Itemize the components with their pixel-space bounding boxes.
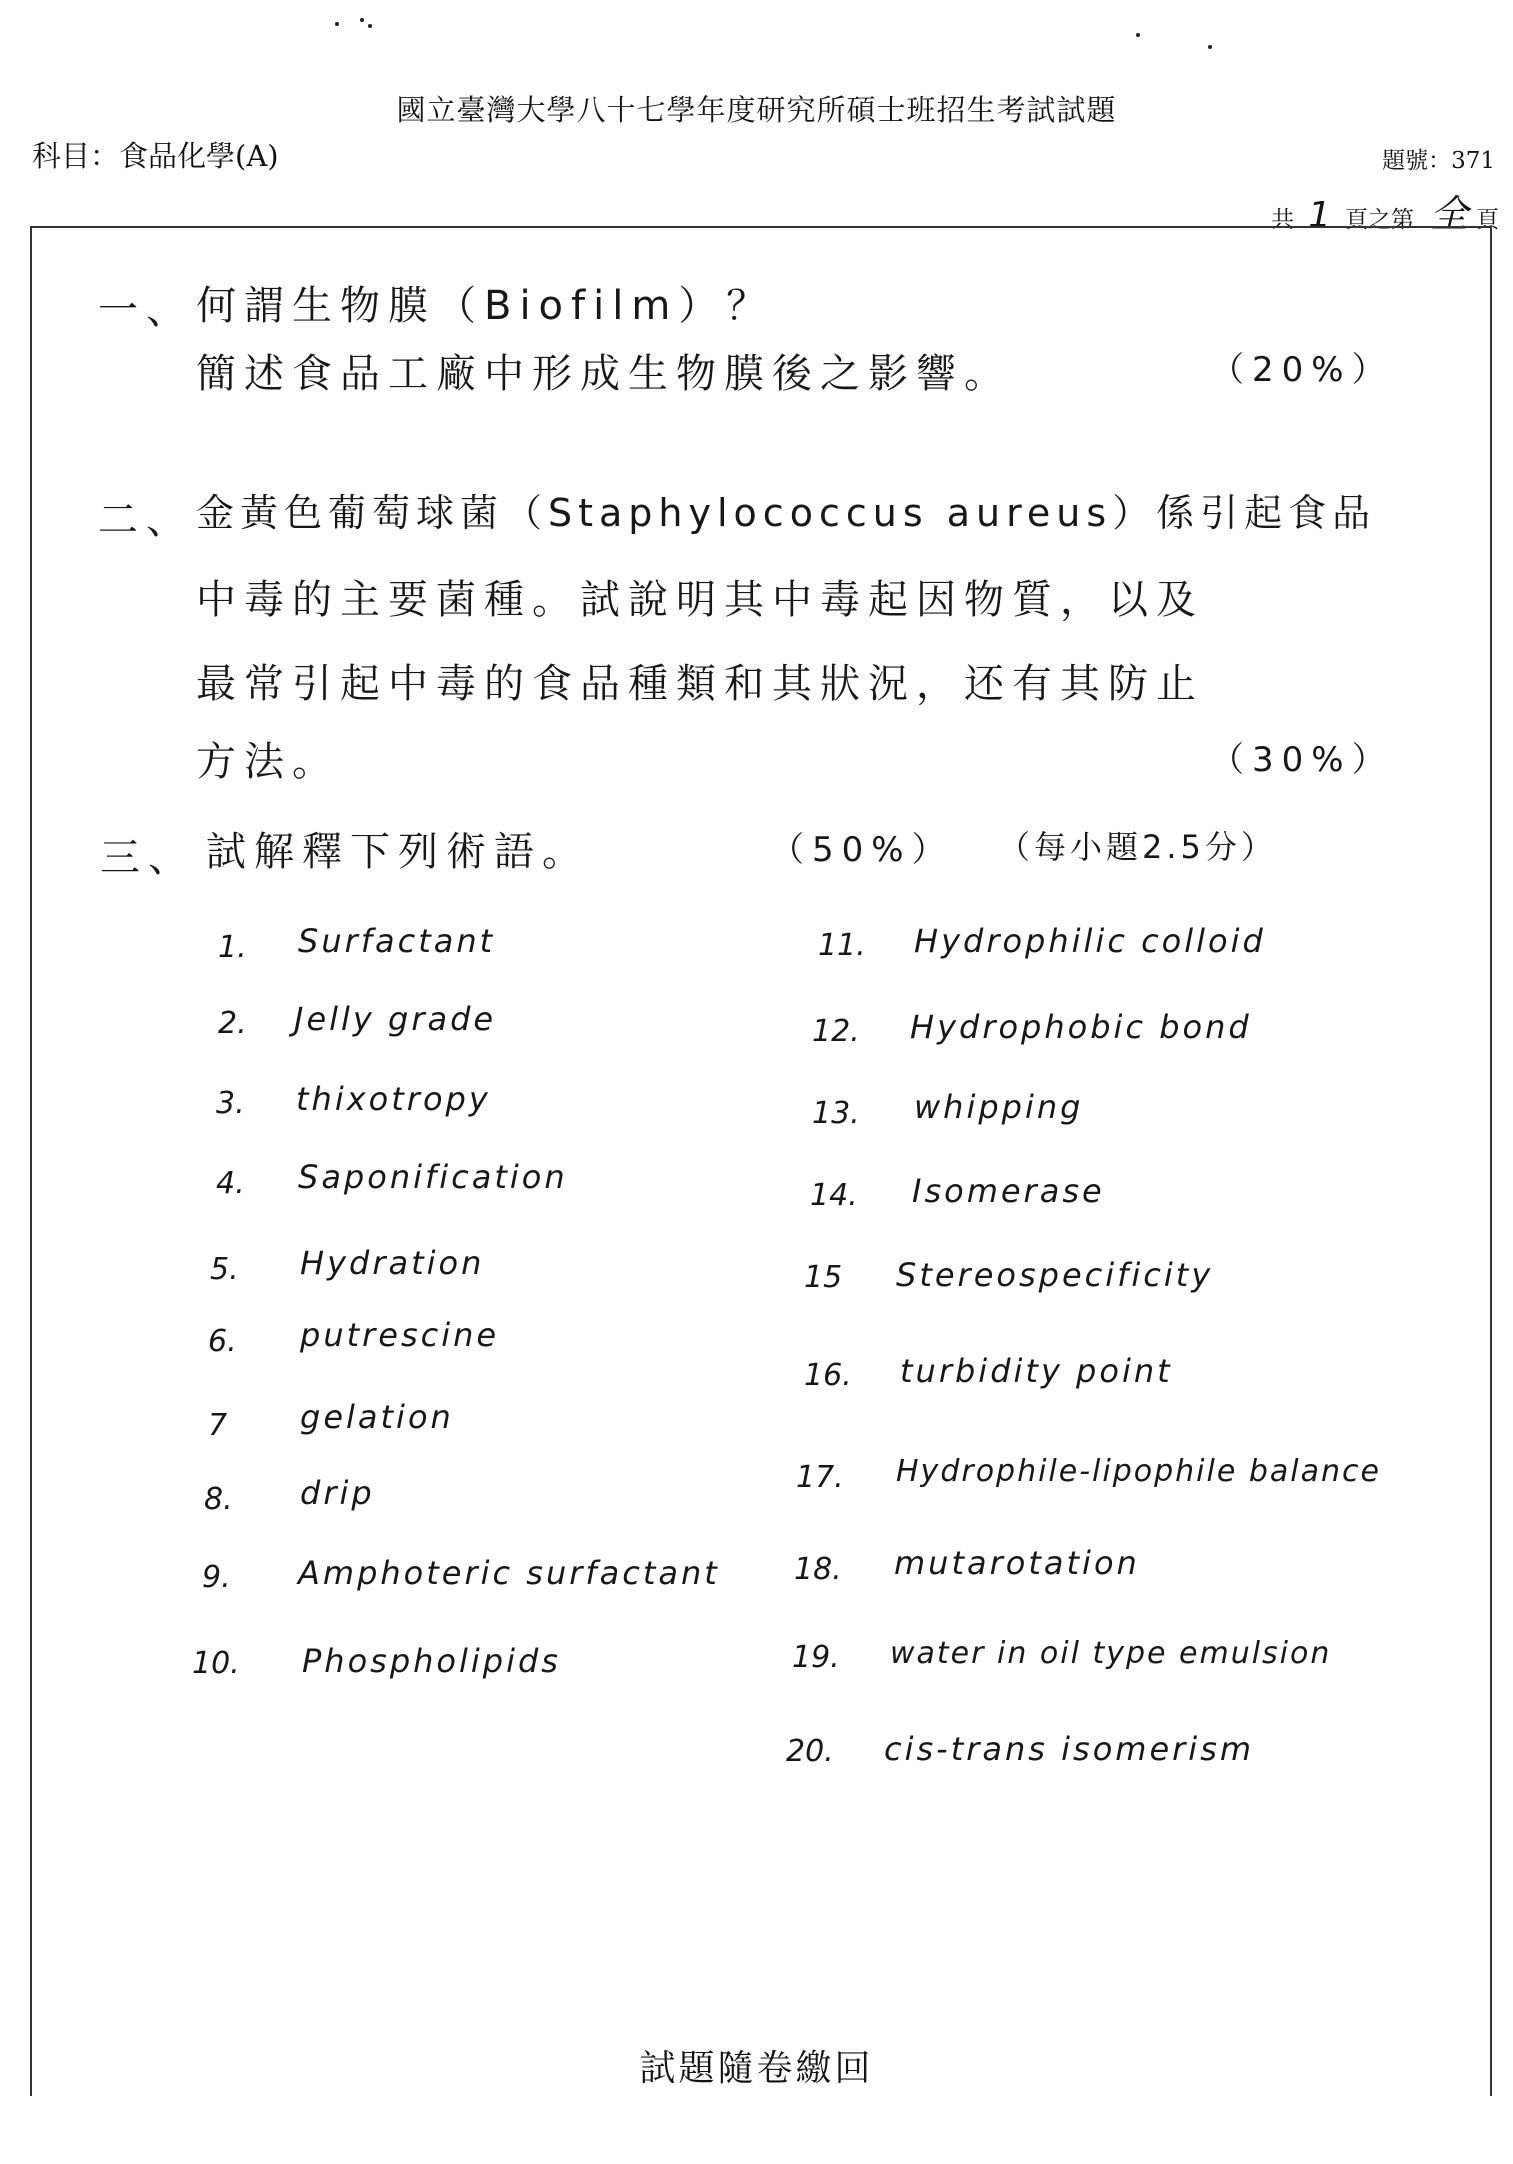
term-number: 12. (812, 1014, 860, 1049)
term-text: Jelly grade (294, 1000, 497, 1038)
q3-note: （每小題2.5分） (998, 828, 1277, 866)
term-number: 2. (218, 1006, 247, 1041)
term-number: 11. (818, 928, 866, 963)
term-number: 13. (812, 1096, 860, 1131)
term-number: 14. (810, 1178, 858, 1213)
pages-suffix: 頁 (1476, 207, 1499, 233)
term-number: 10. (192, 1646, 240, 1681)
term-number: 4. (216, 1166, 245, 1201)
term-text: gelation (300, 1398, 454, 1436)
term-text: Saponification (298, 1158, 568, 1196)
q2-line2: 中毒的主要菌種。試說明其中毒起因物質，以及 (196, 577, 1204, 623)
q1-number: 一、 (98, 287, 194, 333)
scan-speck (1136, 33, 1140, 37)
question-number: 題號：371 (1382, 148, 1495, 174)
term-text: Stereospecificity (896, 1256, 1214, 1294)
term-text: Hydrophilic colloid (914, 922, 1266, 960)
term-text: Phospholipids (302, 1642, 561, 1680)
term-number: 18. (794, 1552, 842, 1587)
term-text: Hydrophobic bond (910, 1008, 1252, 1046)
term-text: putrescine (300, 1316, 500, 1354)
q1-score: （20%） (1210, 350, 1394, 390)
term-number: 16. (804, 1358, 852, 1393)
term-number: 5. (210, 1252, 239, 1287)
term-text: Amphoteric surfactant (298, 1554, 720, 1592)
scan-speck (1208, 45, 1212, 49)
exam-subject: 科目：食品化學(A) (32, 139, 279, 173)
pages-total: 1 (1308, 195, 1331, 236)
term-text: turbidity point (900, 1352, 1173, 1390)
term-text: cis-trans isomerism (884, 1730, 1255, 1768)
term-number: 15 (804, 1260, 843, 1295)
term-text: Isomerase (912, 1172, 1105, 1210)
term-text: Surfactant (298, 922, 496, 960)
q3-score: （50%） (770, 830, 954, 870)
term-number: 17. (796, 1460, 844, 1495)
pages-mid: 頁之第 (1344, 207, 1414, 233)
pages-prefix: 共 (1271, 207, 1295, 233)
scan-speck (368, 24, 372, 28)
term-text: thixotropy (296, 1080, 491, 1118)
q1-line1: 何謂生物膜（Biofilm）？ (196, 283, 775, 329)
term-text: whipping (914, 1088, 1084, 1126)
term-number: 7 (208, 1408, 228, 1443)
exam-title: 國立臺灣大學八十七學年度研究所碩士班招生考試試題 (396, 93, 1117, 127)
pages-current: 全 (1429, 192, 1468, 236)
q1-line2: 簡述食品工廠中形成生物膜後之影響。 (196, 351, 1012, 397)
term-text: mutarotation (894, 1544, 1140, 1582)
term-text: Hydrophile-lipophile balance (896, 1454, 1381, 1489)
term-number: 19. (792, 1640, 840, 1675)
term-text: water in oil type emulsion (890, 1636, 1332, 1671)
q2-line4: 方法。 (196, 739, 340, 785)
term-number: 8. (204, 1482, 233, 1517)
term-number: 20. (786, 1734, 834, 1769)
q2-line3: 最常引起中毒的食品種類和其狀況，还有其防止 (196, 661, 1204, 707)
scan-speck (360, 18, 364, 22)
q2-line1: 金黃色葡萄球菌（Staphylococcus aureus）係引起食品 (196, 491, 1377, 535)
term-text: drip (300, 1474, 375, 1512)
term-number: 9. (202, 1560, 231, 1595)
term-text: Hydration (300, 1244, 485, 1282)
term-number: 1. (218, 930, 247, 965)
q3-number: 三、 (100, 835, 196, 881)
term-number: 6. (208, 1324, 237, 1359)
q3-line1: 試解釋下列術語。 (206, 829, 590, 875)
q2-number: 二、 (98, 497, 194, 543)
scan-speck (335, 22, 339, 26)
term-number: 3. (216, 1086, 245, 1121)
footer-note: 試題隨卷繳回 (639, 2048, 874, 2089)
q2-score: （30%） (1210, 740, 1394, 780)
